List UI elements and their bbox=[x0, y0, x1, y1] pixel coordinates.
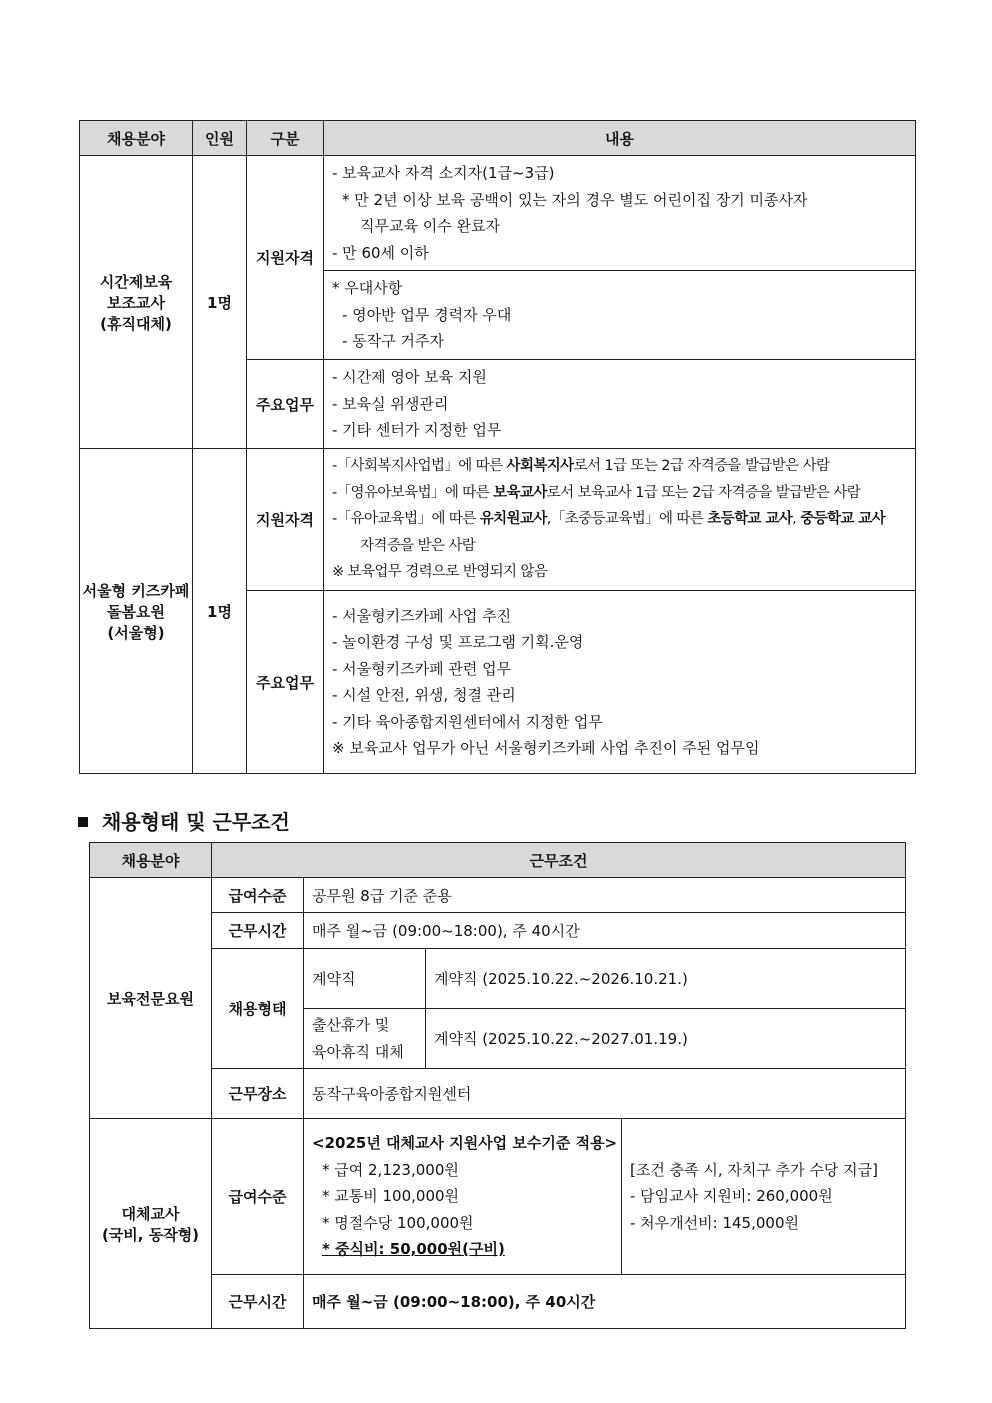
text-line: 직무교육 이수 완료자 bbox=[360, 217, 500, 235]
text-line: * 우대사항 bbox=[332, 279, 403, 298]
field-line: (휴직대체) bbox=[100, 314, 172, 333]
text-line: <2025년 대체교사 지원사업 보수기준 적용> bbox=[312, 1134, 618, 1153]
text-line: - 놀이환경 구성 및 프로그램 기획.운영 bbox=[332, 633, 584, 651]
duty-label: 주요업무 bbox=[247, 360, 324, 449]
place-label: 근무장소 bbox=[212, 1069, 304, 1119]
qual-content bbox=[324, 156, 916, 271]
duty-label: 주요업무 bbox=[247, 591, 324, 774]
text-line: - 기타 육아종합지원센터에서 지정한 업무 bbox=[332, 712, 603, 731]
text-line: - 처우개선비: 145,000원 bbox=[630, 1213, 799, 1232]
field-line: 대체교사 bbox=[121, 1204, 180, 1223]
text-line: * 교통비 100,000원 bbox=[322, 1187, 460, 1206]
meal-allowance: * 중식비: 50,000원(구비) bbox=[322, 1240, 505, 1259]
duty-content bbox=[324, 360, 916, 449]
hours-value: 매주 월~금 (09:00~18:00), 주 40시간 bbox=[304, 913, 906, 949]
field-line: 서울형 키즈카페 bbox=[82, 581, 190, 600]
place-value: 동작구육아종합지원센터 bbox=[304, 1069, 906, 1119]
text-line: - 담임교사 지원비: 260,000원 bbox=[630, 1187, 833, 1206]
text-line: 육아휴직 대체 bbox=[312, 1042, 404, 1061]
field-line: 시간제보육 bbox=[99, 272, 173, 291]
field-line: 돌봄요원 bbox=[107, 602, 165, 621]
qual-label: 지원자격 bbox=[247, 156, 324, 360]
duty-content bbox=[324, 591, 916, 774]
text-line: * 명절수당 100,000원 bbox=[322, 1213, 474, 1232]
count-cell: 1명 bbox=[193, 449, 247, 774]
count-cell: 1명 bbox=[193, 156, 247, 449]
text-line: -「유아교육법」에 따른 유치원교사,「초중등교육법」에 따른 초등학교 교사, 중등학교 교사 bbox=[332, 511, 886, 528]
text-line: * 급여 2,123,000원 bbox=[322, 1160, 459, 1179]
text-line: - 동작구 거주자 bbox=[342, 332, 444, 351]
text-line bbox=[312, 1236, 613, 1263]
salary-label: 급여수준 bbox=[212, 878, 304, 913]
type2-value: 계약직 (2025.10.22.~2027.01.19.) bbox=[426, 1009, 906, 1069]
field-cell bbox=[90, 1119, 212, 1329]
field-line: (서울형) bbox=[107, 623, 165, 642]
type1-kind: 계약직 bbox=[304, 949, 426, 1009]
type1-value: 계약직 (2025.10.22.~2026.10.21.) bbox=[426, 949, 906, 1009]
conditions-table bbox=[89, 842, 906, 1329]
header-field: 채용분야 bbox=[90, 843, 212, 878]
text-line: - 보육실 위생관리 bbox=[332, 394, 449, 413]
salary-label: 급여수준 bbox=[212, 1119, 304, 1275]
extra-allowance bbox=[622, 1119, 906, 1275]
hours-value: 매주 월~금 (09:00~18:00), 주 40시간 bbox=[304, 1275, 906, 1329]
text-line: - 보육교사 자격 소지자(1급~3급) bbox=[332, 164, 555, 182]
text-line: 출산휴가 및 bbox=[312, 1016, 390, 1034]
text-line: - 만 60세 이하 bbox=[332, 243, 429, 262]
recruitment-table bbox=[79, 120, 916, 774]
header-conditions: 근무조건 bbox=[212, 843, 906, 878]
field-cell bbox=[80, 449, 193, 774]
type-label: 채용형태 bbox=[212, 949, 304, 1069]
text-line: -「영유아보육법」에 따른 보육교사로서 보육교사 1급 또는 2급 자격증을 발급받은 사람 bbox=[332, 484, 861, 501]
salary-value: 공무원 8급 기준 준용 bbox=[304, 878, 906, 913]
square-bullet-icon bbox=[78, 817, 88, 827]
field-cell bbox=[80, 156, 193, 449]
hours-label: 근무시간 bbox=[212, 1275, 304, 1329]
text-line: [조건 충족 시, 자치구 추가 수당 지급] bbox=[630, 1160, 878, 1179]
text-line: - 기타 센터가 지정한 업무 bbox=[332, 421, 502, 440]
field-cell: 보육전문요원 bbox=[90, 878, 212, 1119]
header-content: 내용 bbox=[324, 121, 916, 156]
header-category: 구분 bbox=[247, 121, 324, 156]
preference-content bbox=[324, 271, 916, 360]
text-line: - 영아반 업무 경력자 우대 bbox=[342, 305, 512, 324]
pay-standard bbox=[304, 1119, 622, 1275]
section-title: 채용형태 및 근무조건 bbox=[102, 810, 290, 834]
qual-label: 지원자격 bbox=[247, 449, 324, 591]
text-line: * 만 2년 이상 보육 공백이 있는 자의 경우 별도 어린이집 장기 미종사자 bbox=[342, 190, 808, 209]
text-line: - 시간제 영아 보육 지원 bbox=[332, 368, 487, 387]
header-field: 채용분야 bbox=[80, 121, 193, 156]
text-line: 자격증을 받은 사람 bbox=[360, 537, 476, 554]
text-line: ※ 보육교사 업무가 아닌 서울형키즈카페 사업 추진이 주된 업무임 bbox=[332, 739, 760, 757]
text-line: - 서울형키즈카페 사업 추진 bbox=[332, 606, 512, 625]
qual-content bbox=[324, 449, 916, 591]
text-line: - 서울형키즈카페 관련 업무 bbox=[332, 659, 512, 678]
text-line: -「사회복지사업법」에 따른 사회복지사로서 1급 또는 2급 자격증을 발급받은 사람 bbox=[332, 458, 830, 475]
text-line: ※ 보육업무 경력으로 반영되지 않음 bbox=[332, 564, 548, 581]
section-heading bbox=[78, 806, 290, 835]
field-line: 보조교사 bbox=[107, 293, 165, 312]
text-line: - 시설 안전, 위생, 청결 관리 bbox=[332, 686, 516, 704]
field-line: (국비, 동작형) bbox=[101, 1225, 200, 1244]
header-count: 인원 bbox=[193, 121, 247, 156]
hours-label: 근무시간 bbox=[212, 913, 304, 949]
type2-kind bbox=[304, 1009, 426, 1069]
